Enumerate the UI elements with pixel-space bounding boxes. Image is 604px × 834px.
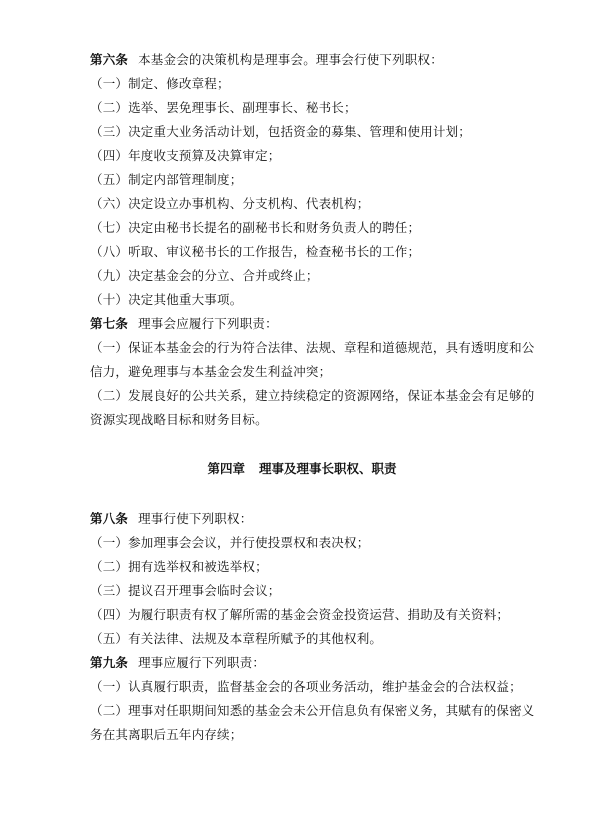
article-8-heading (90, 511, 530, 527)
article-8-item-2: （二）拥有选举权和被选举权； (90, 559, 268, 574)
article-8-item-3: （三）提议召开理事会临时会议； (90, 583, 281, 598)
article-7-intro: 理事会应履行下列职责： (138, 316, 278, 331)
chapter-4-name: 理事及理事长职权、职责 (259, 461, 397, 476)
article-9-intro: 理事应履行下列职责： (138, 655, 266, 670)
article-7-heading (90, 316, 530, 332)
article-7-number: 第七条 (90, 316, 129, 331)
article-8-intro: 理事行使下列职权： (138, 511, 253, 526)
chapter-4-number: 第四章 (207, 461, 245, 476)
article-6-item-7: （七）决定由秘书长提名的副秘书长和财务负责人的聘任； (90, 220, 421, 235)
article-6-item-1: （一）制定、修改章程； (90, 76, 230, 91)
article-9-number: 第九条 (90, 655, 129, 670)
article-8-item-1: （一）参加理事会会议，并行使投票权和表决权； (90, 535, 370, 550)
article-6-item-10: （十）决定其他重大事项。 (90, 292, 243, 307)
article-9-line-3: 务在其离职后五年内存续； (90, 727, 243, 742)
article-9-line-2: （二）理事对任职期间知悉的基金会未公开信息负有保密义务，其赋有的保密义 (90, 703, 535, 718)
article-6-item-3: （三）决定重大业务活动计划，包括资金的募集、管理和使用计划； (90, 124, 472, 139)
article-8-item-4: （四）为履行职责有权了解所需的基金会资金投资运营、捐助及有关资料； (90, 607, 510, 622)
article-7-line-1: （一）保证本基金会的行为符合法律、法规、章程和道德规范，具有透明度和公 (90, 340, 535, 355)
article-9-heading (90, 655, 530, 671)
article-7-line-3: （二）发展良好的公共关系，建立持续稳定的资源网络，保证本基金会有足够的 (90, 388, 535, 403)
article-6-item-4: （四）年度收支预算及决算审定； (90, 148, 281, 163)
article-6-item-9: （九）决定基金会的分立、合并或终止； (90, 268, 319, 283)
article-6-heading (90, 52, 530, 68)
article-6-item-5: （五）制定内部管理制度； (90, 172, 243, 187)
article-7-line-2: 信力，避免理事与本基金会发生利益冲突； (90, 364, 332, 379)
article-6-intro: 本基金会的决策机构是理事会。理事会行使下列职权： (138, 52, 443, 67)
article-6-item-6: （六）决定设立办事机构、分支机构、代表机构； (90, 196, 370, 211)
article-7-line-4: 资源实现战略目标和财务目标。 (90, 412, 268, 427)
article-6-item-8: （八）听取、审议秘书长的工作报告，检查秘书长的工作； (90, 244, 421, 259)
chapter-4-title (0, 461, 604, 477)
article-9-line-1: （一）认真履行职责，监督基金会的各项业务活动，维护基金会的合法权益； (90, 679, 522, 694)
article-8-number: 第八条 (90, 511, 129, 526)
article-6-number: 第六条 (90, 52, 129, 67)
article-8-item-5: （五）有关法律、法规及本章程所赋予的其他权利。 (90, 631, 383, 646)
article-6-item-2: （二）选举、罢免理事长、副理事长、秘书长； (90, 100, 357, 115)
